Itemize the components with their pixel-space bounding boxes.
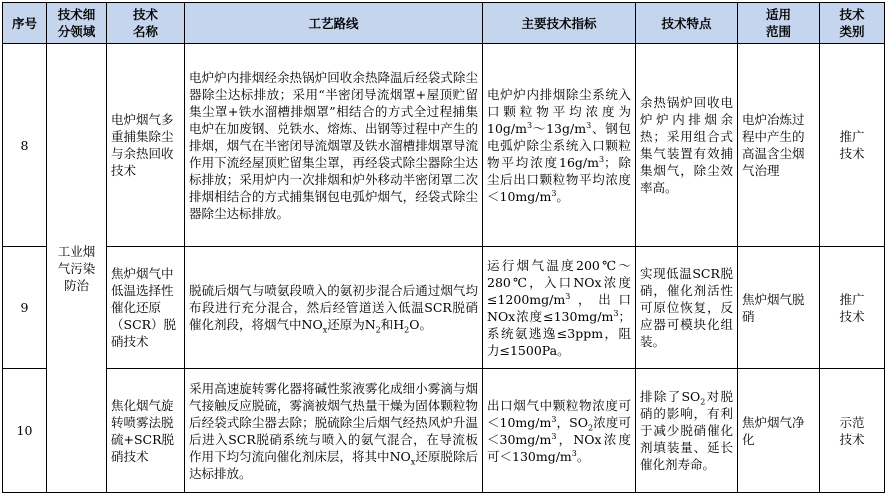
- row-category: 推广 技术: [820, 44, 885, 247]
- header-indicators: 主要技术指标: [483, 3, 636, 44]
- row-category: 推广 技术: [820, 247, 885, 369]
- row-route: 采用高速旋转雾化器将碱性浆液雾化成细小雾滴与烟气接触反应脱硫，雾滴被烟气热量干燥为固体颗粒物后经袋式除尘器去除；脱硫除尘后烟气经热风炉升温后进入SCR脱硝系统与喷入的氨气混合，在导流板作用下均匀流向催化剂床层，将其中$NO_x$还原脱除后达标排放。: [185, 369, 483, 493]
- row-name: 电炉烟气多重捕集除尘与余热回收技术: [107, 44, 185, 247]
- row-category: 示范 技术: [820, 369, 885, 493]
- header-route: 工艺路线: [185, 3, 483, 44]
- row-scope: 焦炉烟气脱硝: [738, 247, 820, 369]
- header-scope: 适用 范围: [738, 3, 820, 44]
- table-row: [3, 44, 885, 247]
- row-indicators: 出口烟气中颗粒物浓度可$<10mg/m^3$，$SO_2$浓度可$<30mg/m^3$，NOx浓度可$<130mg/m^3$。: [483, 369, 636, 493]
- row-no: 8: [3, 44, 47, 247]
- header-no: 序号: [3, 3, 47, 44]
- technology-table-container: [2, 2, 885, 493]
- row-indicators: 电炉炉内排烟除尘系统入口颗粒物平均浓度为$10g/m^3\sim 13g/m^3$、钢包电弧炉除尘系统入口颗粒物平均浓度$16g/m^3$；除尘后出口颗粒物平均浓度$<10mg/m^3$。: [483, 44, 636, 247]
- header-subfield: 技术细 分领域: [47, 3, 107, 44]
- header-category: 技术 类别: [820, 3, 885, 44]
- table-header-row: [3, 3, 885, 44]
- technology-table: [2, 2, 885, 493]
- row-no: 10: [3, 369, 47, 493]
- row-route: 电炉炉内排烟经余热锅炉回收余热降温后经袋式除尘器除尘达标排放；采用“半密闭导流烟罩+屋顶贮留集尘罩+铁水溜槽排烟罩”相结合的方式全过程捕集电炉在加废钢、兑铁水、熔炼、出钢等过程中产生的排烟，烟气在半密闭导流烟罩及铁水溜槽排烟罩导流作用下流经屋顶贮留集尘罩，再经袋式除尘器除尘达标排放；采用炉内一次排烟和炉外移动半密闭罩二次排烟相结合的方式捕集钢包电弧炉烟气，经袋式除尘器除尘达标排放。: [185, 44, 483, 247]
- row-route: 脱硫后烟气与喷氨段喷入的氨初步混合后通过烟气均布段进行充分混合，然后经管道送入低温SCR脱硝催化剂段，将烟气中$NO_x$还原为$N_2$和$H_2O$。: [185, 247, 483, 369]
- row-features: 余热锅炉回收电炉炉内排烟余热；采用组合式集气装置有效捕集烟气，除尘效率高。: [636, 44, 738, 247]
- row-scope: 电炉冶炼过程中产生的高温含尘烟气治理: [738, 44, 820, 247]
- row-name: 焦化烟气旋转喷雾法脱硫+SCR脱硝技术: [107, 369, 185, 493]
- row-indicators: 运行烟气温度200℃～280℃，入口NOx浓度$\le 1200mg/m^3$，出口NOx浓度$\le 130mg/m^3$；系统氨逃逸≤3ppm，阻力≤1500Pa。: [483, 247, 636, 369]
- row-features: 排除了$SO_2$对脱硝的影响，有利于减少脱硝催化剂填装量、延长催化剂寿命。: [636, 369, 738, 493]
- table-row: [3, 247, 885, 369]
- table-row: [3, 369, 885, 493]
- row-no: 9: [3, 247, 47, 369]
- row-features: 实现低温SCR脱硝，催化剂活性可原位恢复，反应器可模块化组装。: [636, 247, 738, 369]
- header-name: 技术 名称: [107, 3, 185, 44]
- subfield-cell: 工业烟 气污染 防治: [47, 44, 107, 493]
- row-scope: 焦炉烟气净化: [738, 369, 820, 493]
- row-name: 焦炉烟气中低温选择性催化还原（SCR）脱硝技术: [107, 247, 185, 369]
- header-features: 技术特点: [636, 3, 738, 44]
